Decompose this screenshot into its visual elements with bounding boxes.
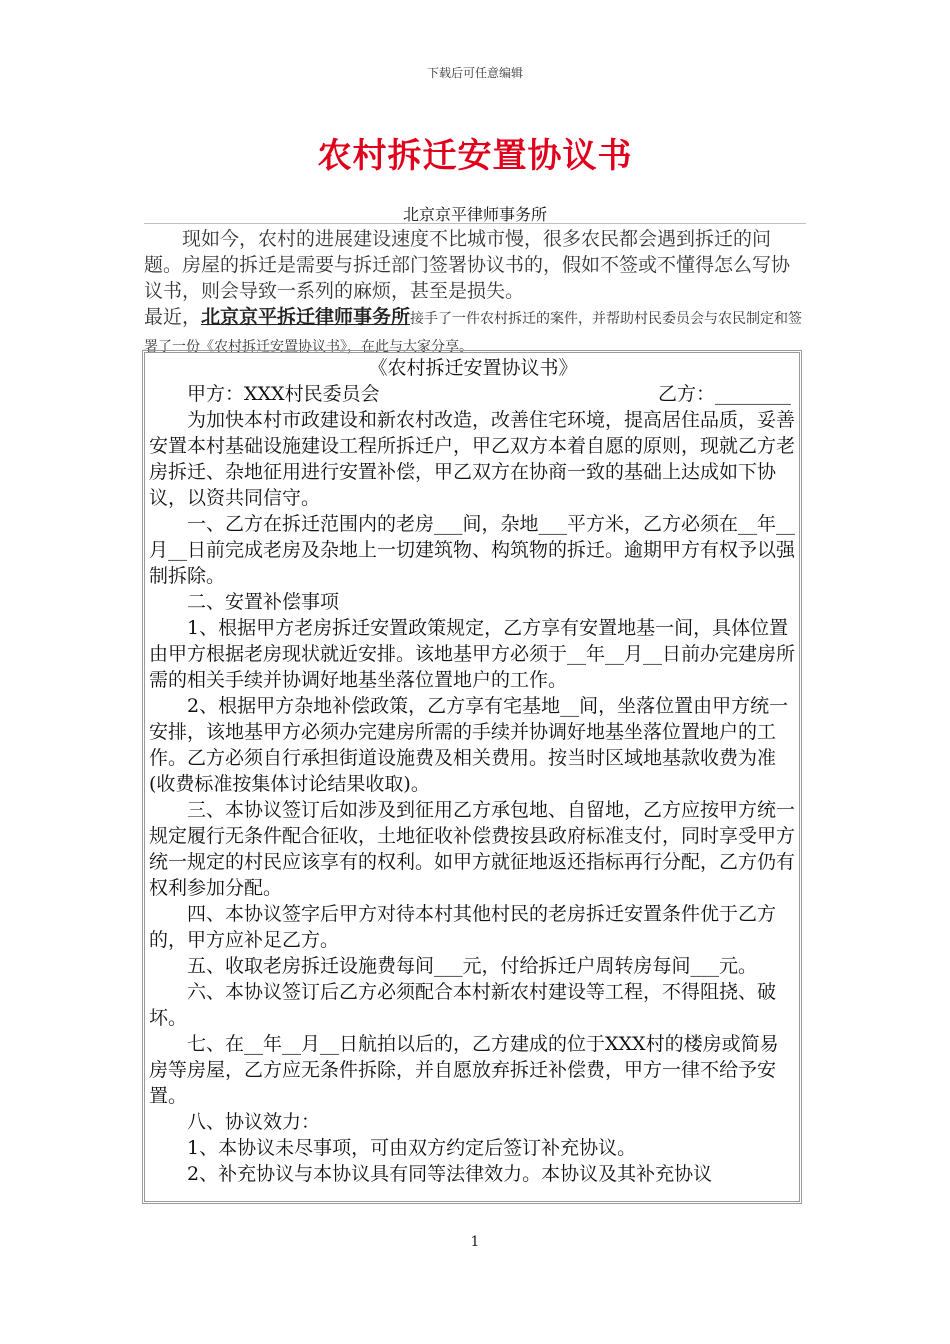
page-number: 1 <box>470 1234 480 1250</box>
contract-box <box>142 350 802 1204</box>
intro-paragraph-1: 现如今，农村的进展建设速度不比城市慢，很多农民都会遇到拆迁的问题。房屋的拆迁是需要与拆迁部门签署协议书的，假如不签或不懂得怎么写协议书，则会导致一系列的麻烦，甚至是损失。 <box>144 228 791 302</box>
contract-paragraph: 2、补充协议与本协议具有同等法律效力。本协议及其补充协议 <box>187 1163 713 1185</box>
author-divider <box>144 223 806 224</box>
intro-tail: 接手了一件农村拆迁的案件，并帮助村民委员会与农民制定和签署了一份《农村拆迁安置协议书》，在此与大家分享。 <box>144 311 803 355</box>
contract-paragraph: 三、本协议签订后如涉及到征用乙方承包地、自留地，乙方应按甲方统一规定履行无条件配合征收，土地征收补偿费按县政府标准支付，同时享受甲方统一规定的村民应该享有的权利。如甲方就征地返还指标再行分配，乙方仍有权利参加分配。 <box>149 799 796 899</box>
party-b: 乙方：________ <box>657 383 791 405</box>
contract-paragraph: 1、根据甲方老房拆迁安置政策规定，乙方享有安置地基一间，具体位置由甲方根据老房现状就近安排。该地基甲方必须于__年__月__日前办完建房所需的相关手续并协调好地基坐落位置地户的工作。 <box>149 617 796 691</box>
contract-body <box>149 355 797 1187</box>
contract-title: 《农村拆迁安置协议书》 <box>368 357 578 379</box>
contract-paragraph: 为加快本村市政建设和新农村改造，改善住宅环境，提高居住品质，妥善安置本村基础设施建设工程所拆迁户，甲乙双方本着自愿的原则，现就乙方老房拆迁、杂地征用进行安置补偿，甲乙双方在协商一致的基础上达成如下协议，以资共同信守。 <box>149 409 796 509</box>
author-line: 北京京平律师事务所 <box>402 205 547 224</box>
page-title: 农村拆迁安置协议书 <box>317 136 633 176</box>
contract-paragraph: 2、根据甲方杂地补偿政策，乙方享有宅基地__间，坐落位置由甲方统一安排，该地基甲方必须办完建房所需的手续并协调好地基坐落位置地户的工作。乙方必须自行承担街道设施费及相关费用。按当时区域地基款收费为准(收费标准按集体讨论结果收取)。 <box>149 695 789 795</box>
contract-paragraph: 八、协议效力： <box>187 1111 321 1133</box>
header-note: 下载后可任意编辑 <box>426 66 523 80</box>
contract-paragraph: 二、安置补偿事项 <box>187 591 340 613</box>
contract-paragraph: 七、在__年__月__日航拍以后的，乙方建成的位于XXX村的楼房或简易房等房屋，乙方应无条件拆除，并自愿放弃拆迁补偿费，甲方一律不给予安置。 <box>149 1033 779 1107</box>
contract-paragraph: 六、本协议签订后乙方必须配合本村新农村建设等工程，不得阻挠、破坏。 <box>149 981 777 1029</box>
contract-paragraph: 五、收取老房拆迁设施费每间___元，付给拆迁户周转房每间___元。 <box>187 955 758 977</box>
contract-paragraph: 一、乙方在拆迁范围内的老房___间，杂地___平方米，乙方必须在__年__月__日前完成老房及杂地上一切建筑物、构筑物的拆迁。逾期甲方有权予以强制拆除。 <box>149 513 796 587</box>
parties-row <box>149 381 797 407</box>
intro-section <box>144 226 806 360</box>
party-a: 甲方：XXX村民委员会 <box>187 383 380 405</box>
contract-paragraph: 四、本协议签字后甲方对待本村其他村民的老房拆迁安置条件优于乙方的，甲方应补足乙方。 <box>149 903 777 951</box>
contract-paragraph: 1、本协议未尽事项，可由双方约定后签订补充协议。 <box>187 1137 637 1159</box>
firm-link[interactable]: 北京京平拆迁律师事务所 <box>201 306 411 328</box>
intro-lead: 最近， <box>144 306 202 328</box>
